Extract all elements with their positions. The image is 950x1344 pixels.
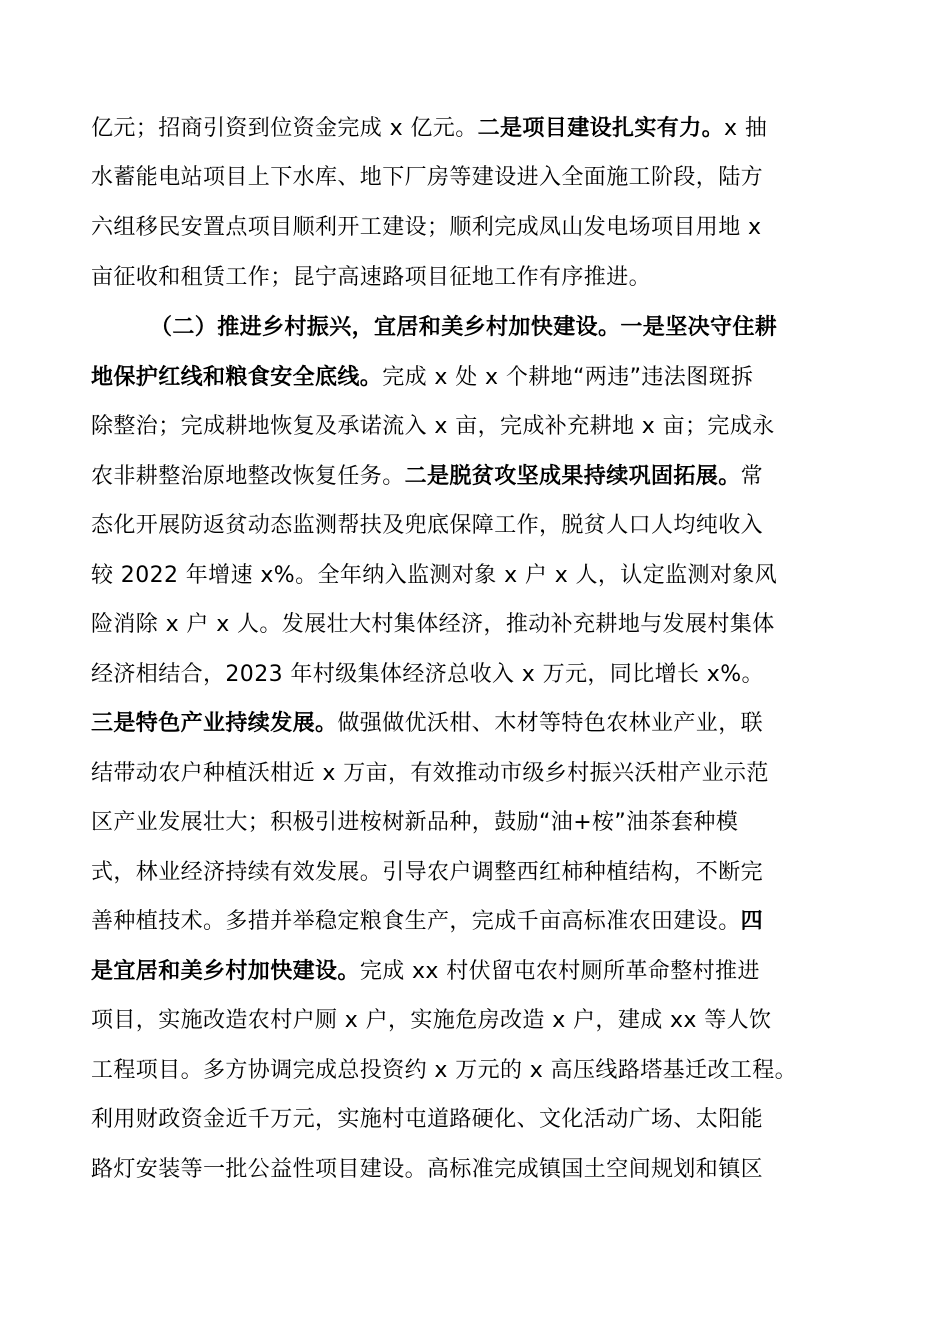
text-run: 区产业发展壮大；积极引进桉树新品种，鼓励“油+桉”油茶套种模 — [91, 810, 739, 835]
text-run: x 抽 — [724, 116, 768, 141]
bold-heading: 三是特色产业持续发展。 — [91, 711, 338, 736]
bold-heading: 二是脱贫攻坚成果持续巩固拓展。 — [404, 464, 741, 489]
text-line — [91, 263, 651, 293]
text-run: 做强做优沃柑、木材等特色农林业产业，联 — [337, 711, 764, 736]
text-run: 利用财政资金近千万元，实施村屯道路硬化、文化活动广场、太阳能 — [91, 1107, 764, 1132]
bold-heading: 是宜居和美乡村加快建设。 — [91, 959, 360, 984]
text-run: 常 — [740, 464, 764, 489]
text-run: 亩征收和租赁工作；昆宁高速路项目征地工作有序推进。 — [91, 265, 652, 290]
text-line — [91, 163, 763, 193]
section-heading-line — [150, 313, 777, 343]
text-run: 式，林业经济持续有效发展。引导农户调整西红柿种植结构，不断完 — [91, 860, 764, 885]
bold-heading: 四 — [740, 909, 764, 934]
text-run: 态化开展防返贫动态监测帮扶及兜底保障工作，脱贫人口人均纯收入 — [91, 513, 764, 538]
text-line — [91, 363, 753, 393]
text-line — [91, 808, 738, 838]
text-run: 完成 xx 村伏留屯农村厕所革命整村推进 — [359, 959, 760, 984]
text-line — [91, 1105, 763, 1135]
text-run: 水蓄能电站项目上下水库、地下厂房等建设进入全面施工阶段，陆方 — [91, 165, 764, 190]
text-line — [91, 858, 763, 888]
text-run: 项目，实施改造农村户厕 x 户，实施危房改造 x 户，建成 xx 等人饮 — [91, 1008, 772, 1033]
text-run: 完成 x 处 x 个耕地“两违”违法图斑拆 — [382, 365, 754, 390]
text-run: 较 2022 年增速 x%。全年纳入监测对象 x 户 x 人，认定监测对象风 — [91, 563, 778, 588]
text-run: 路灯安装等一批公益性项目建设。高标准完成镇国土空间规划和镇区 — [91, 1157, 764, 1182]
text-line — [91, 561, 777, 591]
text-line — [91, 957, 760, 987]
text-line — [91, 1056, 797, 1086]
text-run: 险消除 x 户 x 人。发展壮大村集体经济，推动补充耕地与发展村集体 — [91, 612, 775, 637]
text-line — [91, 511, 763, 541]
text-line — [91, 1006, 771, 1036]
text-line — [91, 907, 763, 937]
text-run: 除整治；完成耕地恢复及承诺流入 x 亩，完成补充耕地 x 亩；完成永 — [91, 414, 775, 439]
text-line — [91, 709, 763, 739]
text-line — [91, 759, 769, 789]
text-run: 经济相结合，2023 年村级集体经济总收入 x 万元，同比增长 x%。 — [91, 662, 764, 687]
text-line — [91, 1155, 763, 1185]
text-line — [91, 412, 775, 442]
text-run: 农非耕整治原地整改恢复任务。 — [91, 464, 405, 489]
text-line — [91, 114, 767, 144]
text-line — [91, 462, 763, 492]
text-run: 善种植技术。多措并举稳定粮食生产，完成千亩高标准农田建设。 — [91, 909, 741, 934]
text-run: 六组移民安置点项目顺利开工建设；顺利完成凤山发电场项目用地 x — [91, 215, 762, 240]
bold-heading: 二是项目建设扎实有力。 — [477, 116, 725, 141]
text-run: 工程项目。多方协调完成总投资约 x 万元的 x 高压线路塔基迁改工程。 — [91, 1058, 798, 1083]
text-line — [91, 610, 775, 640]
text-line — [91, 660, 764, 690]
text-line — [91, 213, 761, 243]
bold-heading: 地保护红线和粮食安全底线。 — [91, 365, 383, 390]
section-heading: （二）推进乡村振兴，宜居和美乡村加快建设。一是坚决守住耕 — [150, 315, 778, 340]
text-run: 结带动农户种植沃柑近 x 万亩，有效推动市级乡村振兴沃柑产业示范 — [91, 761, 769, 786]
text-run: 亿元；招商引资到位资金完成 x 亿元。 — [91, 116, 478, 141]
